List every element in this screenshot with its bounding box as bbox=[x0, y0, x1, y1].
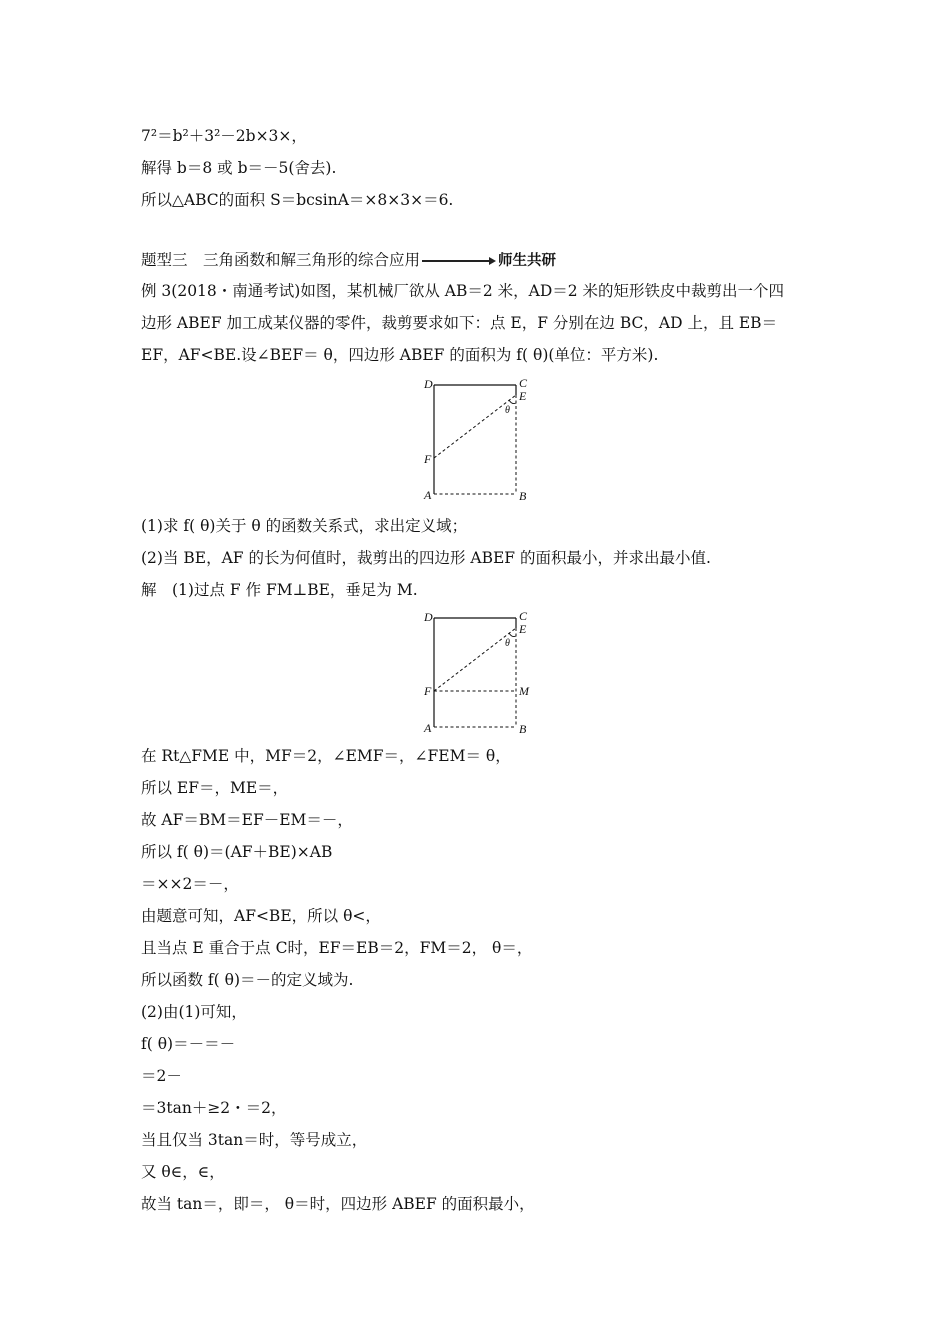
label-C: C bbox=[519, 609, 528, 623]
problem-line: EF，AF<BE.设∠BEF＝ θ，四边形 ABEF 的面积为 f( θ)(单位：平方米). bbox=[141, 346, 659, 364]
solution-line: ＝3tan＋≥2・＝2， bbox=[141, 1099, 287, 1117]
edge-FE bbox=[434, 628, 516, 691]
label-E: E bbox=[519, 389, 527, 403]
section-header bbox=[141, 250, 556, 271]
solution-line: 由题意可知，AF<BE，所以 θ<， bbox=[141, 907, 381, 925]
figure-2 bbox=[420, 609, 540, 741]
solution-line: 解得 b＝8 或 b＝－5(舍去). bbox=[141, 159, 337, 177]
label-C: C bbox=[519, 376, 528, 390]
problem-line: 例 3(2018・南通考试)如图，某机械厂欲从 AB＝2 米，AD＝2 米的矩形铁皮中裁剪出一个四 bbox=[141, 282, 785, 300]
rectangle-diagram bbox=[420, 376, 540, 504]
edge-FE bbox=[434, 395, 516, 458]
label-B: B bbox=[519, 489, 527, 503]
question-line: (1)求 f( θ)关于 θ 的函数关系式，求出定义域； bbox=[141, 517, 468, 535]
solution-line: 又 θ∈，∈， bbox=[141, 1163, 225, 1181]
solution-line: ＝××2＝－， bbox=[141, 875, 239, 893]
label-A: A bbox=[424, 488, 432, 502]
label-D: D bbox=[424, 610, 433, 624]
label-F: F bbox=[424, 684, 432, 698]
question-line: (2)当 BE，AF 的长为何值时，裁剪出的四边形 ABEF 的面积最小，并求出最小值. bbox=[141, 549, 711, 567]
label-A: A bbox=[424, 721, 432, 735]
solution-line: f( θ)＝－＝－ bbox=[141, 1035, 236, 1053]
solution-line: 且当点 E 重合于点 C时，EF＝EB＝2，FM＝2， θ＝， bbox=[141, 939, 533, 957]
solution-line: 所以 EF＝，ME＝， bbox=[141, 779, 289, 797]
solution-line: 所以 f( θ)＝(AF＋BE)×AB bbox=[141, 843, 333, 861]
section-badge: 师生共研 bbox=[498, 253, 557, 269]
label-theta: θ bbox=[505, 638, 510, 649]
solution-line: ＝2－ bbox=[141, 1067, 182, 1085]
solution-line: 7²＝b²＋3²－2b×3×， bbox=[141, 127, 307, 145]
solution-line: 故当 tan＝，即＝， θ＝时，四边形 ABEF 的面积最小， bbox=[141, 1195, 535, 1213]
solution-line: 当且仅当 3tan＝时，等号成立， bbox=[141, 1131, 368, 1149]
problem-line: 边形 ABEF 加工成某仪器的零件，裁剪要求如下：点 E，F 分别在边 BC，AD 上，且 EB＝ bbox=[141, 314, 778, 332]
solution-line: 所以函数 f( θ)＝－的定义域为. bbox=[141, 971, 354, 989]
label-E: E bbox=[519, 622, 527, 636]
section-title: 题型三 三角函数和解三角形的综合应用 bbox=[141, 251, 421, 269]
solution-intro: 解 (1)过点 F 作 FM⊥BE，垂足为 M. bbox=[141, 581, 418, 599]
angle-arc bbox=[509, 633, 516, 637]
label-D: D bbox=[424, 377, 433, 391]
solution-line: 故 AF＝BM＝EF－EM＝－， bbox=[141, 811, 353, 829]
label-M: M bbox=[519, 684, 529, 698]
solution-line: 在 Rt△FME 中，MF＝2，∠EMF＝，∠FEM＝ θ， bbox=[141, 747, 511, 765]
arrow-icon bbox=[422, 260, 494, 262]
label-theta: θ bbox=[505, 405, 510, 416]
rectangle-diagram-with-M bbox=[420, 609, 540, 737]
solution-line: (2)由(1)可知， bbox=[141, 1003, 247, 1021]
label-F: F bbox=[424, 452, 432, 466]
figure-1 bbox=[420, 376, 540, 508]
label-B: B bbox=[519, 722, 527, 736]
angle-arc bbox=[509, 400, 516, 404]
solution-line: 所以△ABC的面积 S＝bcsinA＝×8×3×＝6. bbox=[141, 191, 454, 209]
